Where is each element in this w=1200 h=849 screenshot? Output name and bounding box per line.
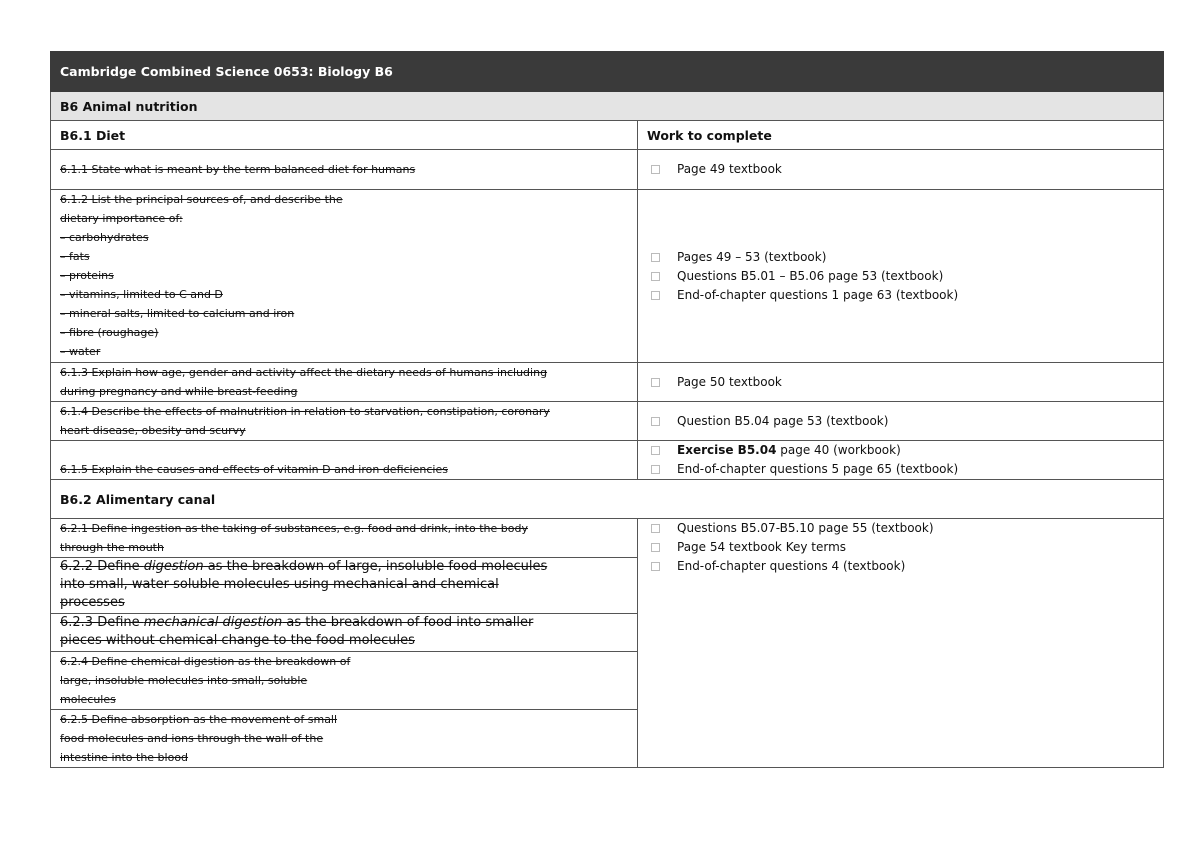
checkbox-icon[interactable]: [651, 446, 660, 455]
checkbox-icon[interactable]: [651, 291, 660, 300]
table-row: [51, 402, 1164, 441]
work-item: Page 50 textbook: [677, 373, 1163, 392]
checkbox-icon[interactable]: [651, 272, 660, 281]
objective-line: – fats: [60, 250, 90, 263]
sub-row: [51, 710, 637, 768]
title-row: [51, 52, 1164, 92]
section-title-alimentary-canal: B6.2 Alimentary canal: [51, 480, 1164, 519]
exercise-label: Exercise B5.04: [677, 443, 777, 457]
document-title: Cambridge Combined Science 0653: Biology B6: [51, 52, 1164, 92]
objective-line: 6.1.2 List the principal sources of, and describe the: [60, 193, 343, 206]
objective-line: – mineral salts, limited to calcium and iron: [60, 307, 295, 320]
objective-cell: [51, 402, 638, 441]
objective-line: 6.1.3 Explain how age, gender and activity affect the dietary needs of humans including: [60, 366, 548, 379]
work-item: End-of-chapter questions 5 page 65 (textbook): [677, 460, 1163, 479]
work-cell: [638, 402, 1164, 441]
column-header-work: Work to complete: [638, 121, 1164, 150]
work-item: Exercise B5.04 page 40 (workbook): [677, 441, 1163, 460]
objective-line: through the mouth: [60, 541, 164, 554]
sub-row: [51, 614, 637, 652]
work-item: Page 49 textbook: [677, 160, 1163, 179]
objective-line: intestine into the blood: [60, 751, 189, 764]
work-cell: [638, 363, 1164, 402]
objective-line: heart disease, obesity and scurvy: [60, 424, 246, 437]
objective-line: – vitamins, limited to C and D: [60, 288, 223, 301]
section-header-row: [51, 480, 1164, 519]
objective-line: 6.1.1 State what is meant by the term balanced diet for humans: [60, 163, 416, 176]
section-title-animal-nutrition: B6 Animal nutrition: [51, 92, 1164, 121]
work-item: End-of-chapter questions 1 page 63 (textbook): [677, 286, 1163, 305]
objective-line: 6.1.4 Describe the effects of malnutrition in relation to starvation, constipation, coronary: [60, 405, 550, 418]
column-header-row: [51, 121, 1164, 150]
document-table-wrapper: [50, 51, 1163, 768]
work-item: Question B5.04 page 53 (textbook): [677, 412, 1163, 431]
objective-line: 6.2.5 Define absorption as the movement of small: [60, 713, 338, 726]
objective-line: – fibre (roughage): [60, 326, 159, 339]
objective-line: 6.2.1 Define ingestion as the taking of substances, e.g. food and drink, into the body: [60, 522, 528, 535]
work-item: Pages 49 – 53 (textbook): [677, 248, 1163, 267]
sub-row: [51, 652, 637, 710]
checkbox-icon[interactable]: [651, 543, 660, 552]
work-cell: [638, 150, 1164, 190]
column-header-diet: B6.1 Diet: [51, 121, 638, 150]
objective-line: food molecules and ions through the wall of the: [60, 732, 324, 745]
objective-line: molecules: [60, 693, 116, 706]
work-item: Questions B5.07-B5.10 page 55 (textbook): [677, 519, 1163, 538]
objective-cell: [51, 441, 638, 480]
objective-line: 6.2.2 Define digestion as the breakdown of large, insoluble food molecules: [60, 559, 548, 574]
objective-line: – proteins: [60, 269, 114, 282]
objective-line: 6.2.3 Define mechanical digestion as the breakdown of food into smaller: [60, 615, 534, 630]
objective-cell: [51, 190, 638, 363]
checkbox-icon[interactable]: [651, 524, 660, 533]
objective-subtable: [51, 519, 637, 767]
objective-cell: [51, 150, 638, 190]
checkbox-icon[interactable]: [651, 253, 660, 262]
objective-cell: [51, 363, 638, 402]
checkbox-icon[interactable]: [651, 417, 660, 426]
work-item: Questions B5.01 – B5.06 page 53 (textbook): [677, 267, 1163, 286]
objective-line: processes: [60, 595, 125, 610]
work-cell: [638, 441, 1164, 480]
work-item: Page 54 textbook Key terms: [677, 538, 1163, 557]
work-cell: [638, 190, 1164, 363]
table-row: [51, 363, 1164, 402]
checkbox-icon[interactable]: [651, 165, 660, 174]
objective-line: pieces without chemical change to the food molecules: [60, 633, 415, 648]
objective-line: into small, water soluble molecules using mechanical and chemical: [60, 577, 499, 592]
objective-line: during pregnancy and while breast-feeding: [60, 385, 298, 398]
work-plan-table: [50, 51, 1164, 768]
checkbox-icon[interactable]: [651, 378, 660, 387]
checkbox-icon[interactable]: [651, 465, 660, 474]
table-row: [51, 519, 1164, 768]
sub-row: [51, 519, 637, 558]
objective-line: – water: [60, 345, 101, 358]
objective-cell: [51, 519, 638, 768]
work-item: End-of-chapter questions 4 (textbook): [677, 557, 1163, 576]
objective-line: large, insoluble molecules into small, soluble: [60, 674, 308, 687]
objective-line: dietary importance of:: [60, 212, 183, 225]
checkbox-icon[interactable]: [651, 562, 660, 571]
table-row: [51, 441, 1164, 480]
objective-line: – carbohydrates: [60, 231, 149, 244]
sub-row: [51, 558, 637, 614]
objective-line: 6.2.4 Define chemical digestion as the breakdown of: [60, 655, 351, 668]
objective-line: 6.1.5 Explain the causes and effects of vitamin D and iron deficiencies: [60, 463, 448, 476]
table-row: [51, 190, 1164, 363]
section-header-row: [51, 92, 1164, 121]
work-cell: [638, 519, 1164, 768]
table-row: [51, 150, 1164, 190]
